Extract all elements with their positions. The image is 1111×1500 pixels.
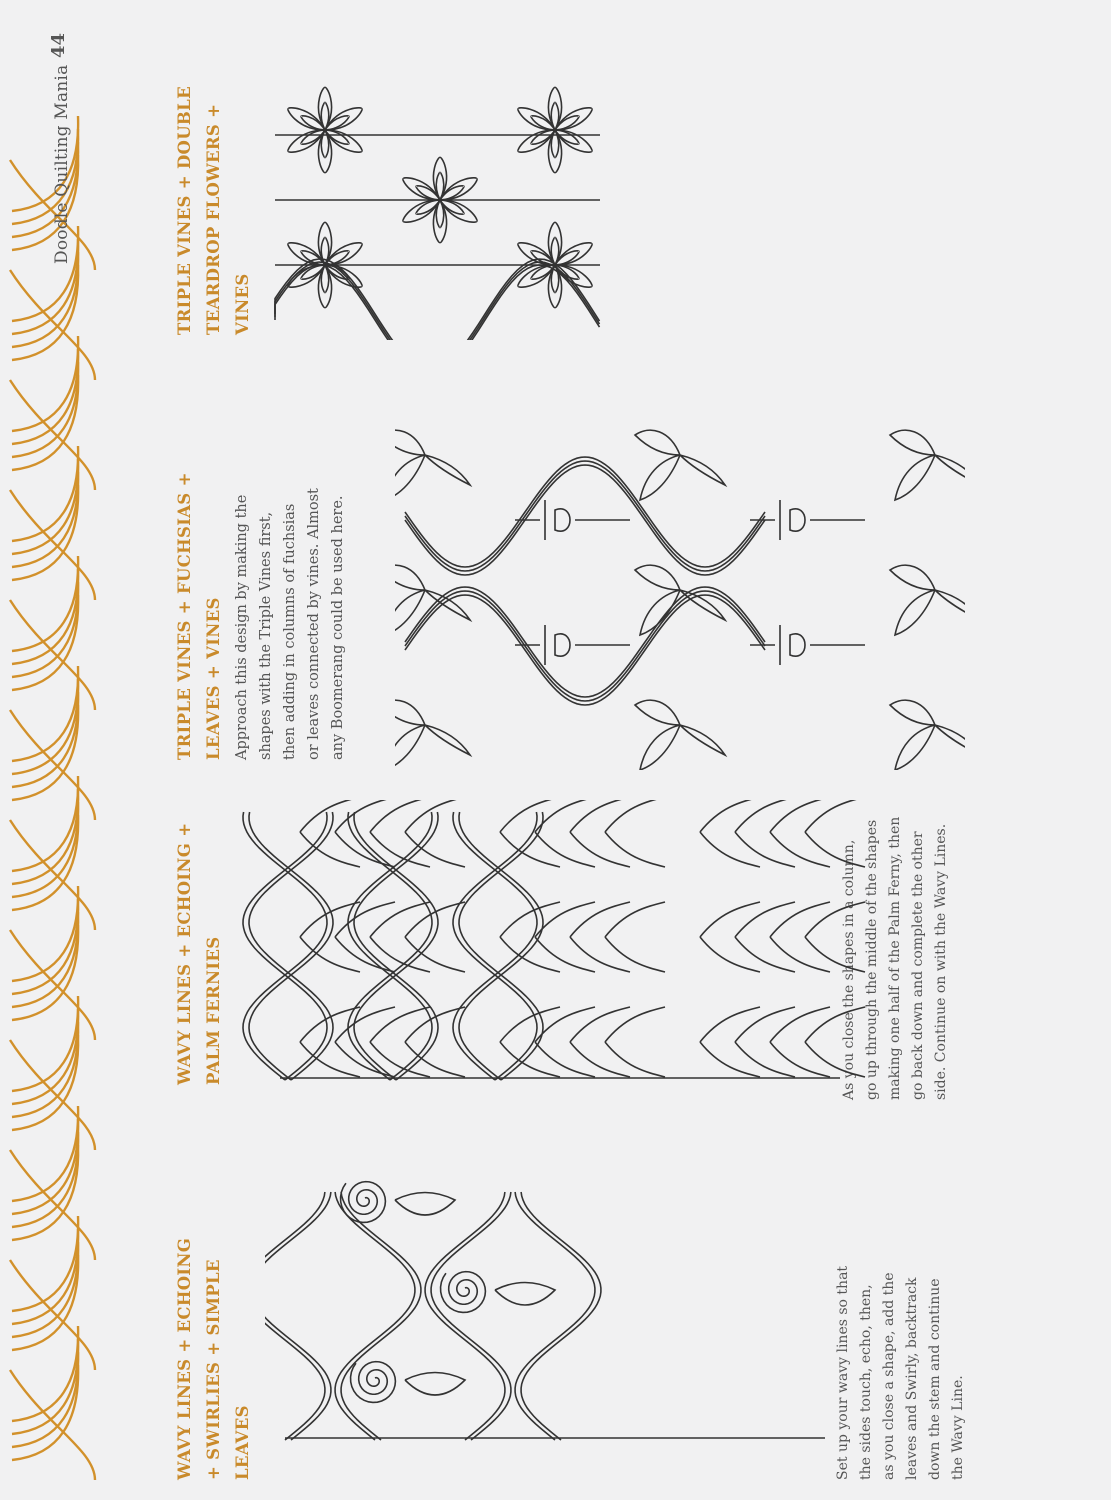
section-body-wavy-swirlies	[832, 1266, 970, 1480]
triple-vines-teardrop-flowers-illustration	[265, 40, 610, 340]
heading-line: PALM FERNIES	[204, 936, 223, 1085]
body-line: side. Continue on with the Wavy Lines.	[933, 823, 949, 1100]
heading-line: VINES	[233, 273, 252, 335]
body-line: any Boomerang could be used here.	[330, 495, 346, 760]
heading-line: LEAVES	[233, 1405, 252, 1480]
wavy-lines-swirlies-leaves-illustration	[265, 1180, 845, 1450]
heading-line: LEAVES + VINES	[204, 597, 223, 760]
body-line: go back down and complete the other	[910, 831, 926, 1100]
body-line: then adding in columns of fuchsias	[282, 503, 298, 760]
section-heading-teardrop-flowers	[170, 86, 257, 335]
running-head-book-title: Doodle Quilting Mania	[52, 64, 72, 264]
heading-line: TEARDROP FLOWERS +	[204, 103, 223, 335]
heading-line: TRIPLE VINES + DOUBLE	[175, 86, 194, 335]
body-line: the Wavy Line.	[950, 1375, 966, 1480]
body-line: As you close the shapes in a column,	[841, 839, 857, 1100]
body-line: shapes with the Triple Vines first,	[258, 511, 274, 760]
section-heading-palm-fernies	[170, 823, 228, 1085]
body-line: down the stem and continue	[927, 1278, 943, 1480]
body-line: Approach this design by making the	[234, 494, 250, 760]
section-heading-fuchsias	[170, 472, 228, 760]
section-heading-wavy-swirlies	[170, 1238, 257, 1480]
body-line: or leaves connected by vines. Almost	[306, 488, 322, 760]
body-line: Set up your wavy lines so that	[835, 1265, 851, 1480]
heading-line: + SWIRLIES + SIMPLE	[204, 1259, 223, 1480]
heading-line: TRIPLE VINES + FUCHSIAS +	[175, 472, 194, 760]
page-number: 44	[48, 32, 69, 58]
wavy-lines-palm-fernies-illustration	[240, 800, 880, 1090]
body-line: the sides touch, echo, then,	[858, 1284, 874, 1480]
body-line: as you close a shape, add the	[881, 1272, 897, 1480]
triple-vines-fuchsias-leaves-illustration	[395, 390, 965, 770]
body-line: leaves and Swirly, backtrack	[904, 1277, 920, 1480]
heading-line: WAVY LINES + ECHOING +	[175, 822, 194, 1085]
section-body-fuchsias	[230, 488, 350, 760]
heading-line: WAVY LINES + ECHOING	[175, 1237, 194, 1480]
body-line: making one half of the Palm Ferny, then	[887, 816, 903, 1100]
body-line: go up through the middle of the shapes	[864, 819, 880, 1100]
